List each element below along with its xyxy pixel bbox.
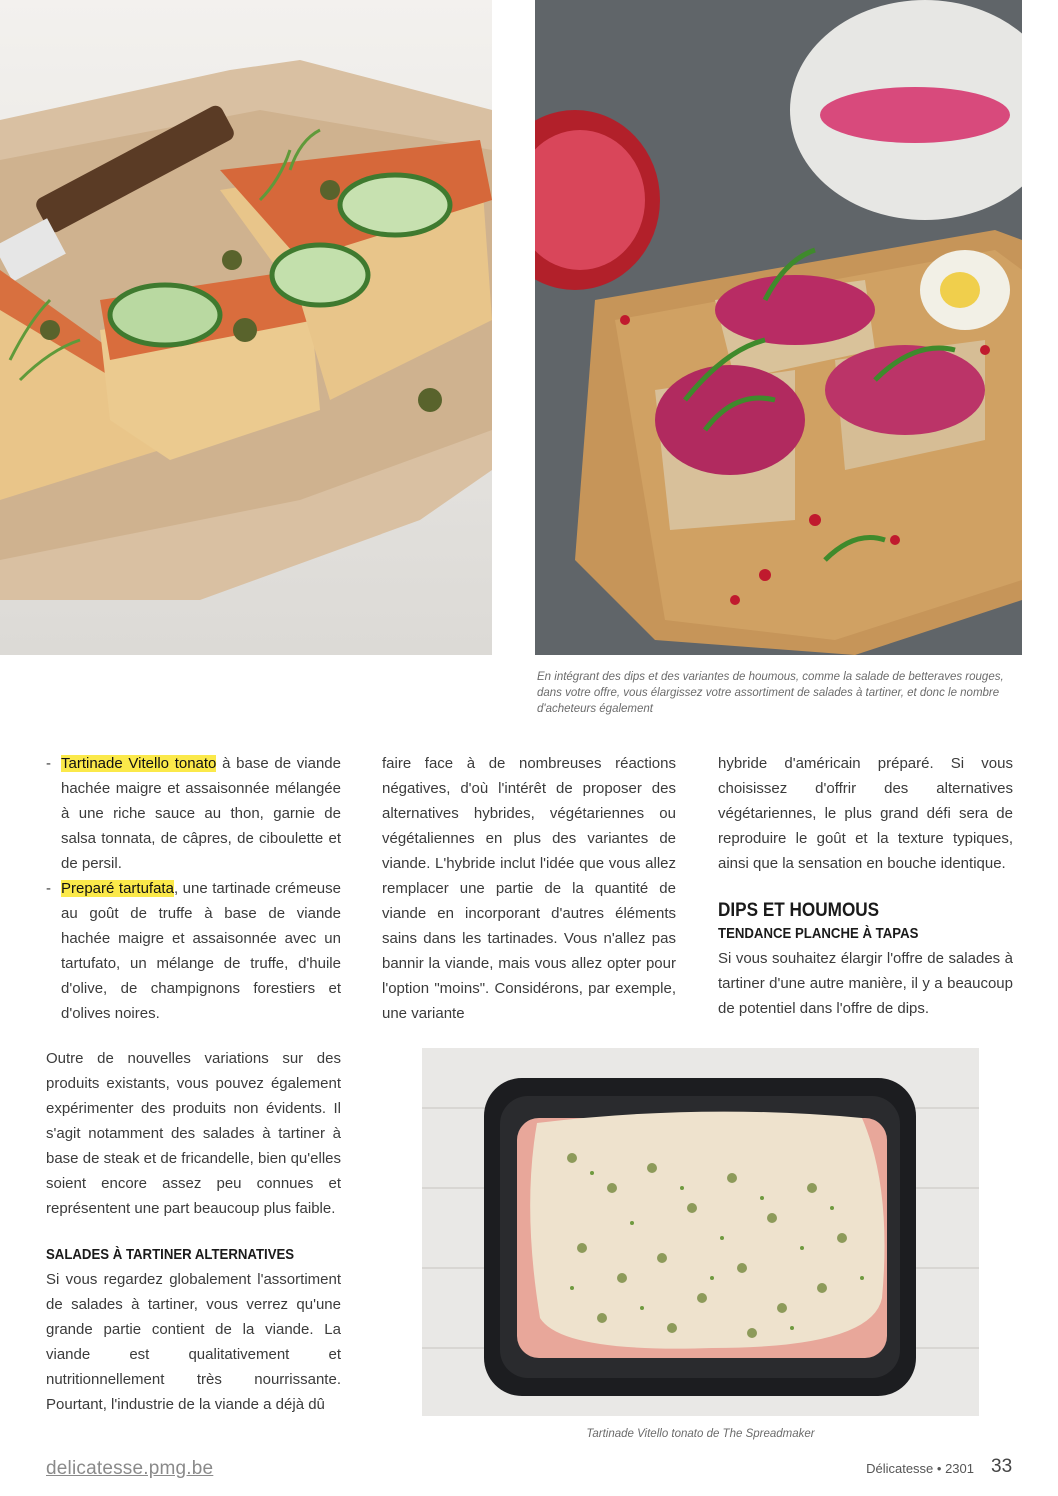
- highlighted-product-name: Tartinade Vitello tonato: [61, 755, 217, 772]
- body-paragraph: hybride d'américain préparé. Si vous choisissez d'offrir des alternatives végétariennes, le plus grand défi sera de reproduire le goût et la texture typiques, ainsi que la sensation en bouche identique.: [718, 755, 1013, 872]
- list-item: [46, 751, 341, 876]
- section-subheading: TENDANCE PLANCHE À TAPAS: [718, 925, 919, 942]
- column-3: [718, 751, 1013, 1021]
- column-1: [46, 751, 341, 1026]
- beet-photo-illustration: [535, 0, 1022, 655]
- column-1-lower: [46, 1046, 341, 1417]
- vitello-tonato-tray-photo: [422, 1048, 979, 1416]
- sandwich-photo-illustration: [0, 0, 492, 655]
- page-number: 33: [991, 1456, 1013, 1477]
- photo-caption-bottom: Tartinade Vitello tonato de The Spreadmaker: [586, 1428, 815, 1440]
- footer-website-link[interactable]: delicatesse.pmg.be: [46, 1458, 214, 1479]
- body-paragraph: faire face à de nombreuses réactions négatives, d'où l'intérêt de proposer des alternatives hybrides, végétariennes ou végétaliennes en plus des variantes de viande. L'hybride inclut l'idée que vous allez remplacer une partie de la quantité de viande en incorporant d'autres éléments sains dans les tartinades. Vous n'allez pas bannir la viande, mais vous allez opter pour l'option "moins". Considérons, par exemple, une variante: [382, 755, 676, 1022]
- list-item-text: à base de viande hachée maigre et assaisonnée mélangée à une riche sauce au thon, garnie de salsa tonnata, de câpres, de ciboulette et de persil.: [61, 755, 341, 872]
- highlighted-product-name: Preparé tartufata: [61, 880, 174, 897]
- section-subheading: SALADES À TARTINER ALTERNATIVES: [46, 1246, 295, 1263]
- list-dash: -: [46, 755, 51, 772]
- list-item-text: , une tartinade crémeuse au goût de truffe à base de viande hachée maigre et assaisonnée avec un tartufato, un mélange de truffe, d'huile d'olive, de champignons forestiers et d'olives noires.: [61, 880, 341, 1022]
- footer-magazine-issue: Délicatesse • 2301: [866, 1461, 974, 1476]
- photo-caption-top: En intégrant des dips et des variantes de houmous, comme la salade de betteraves rouges, dans votre offre, vous élargissez votre assortiment de salades à tartiner, et donc le nombre d'acheteurs également: [537, 671, 1004, 715]
- body-paragraph: Outre de nouvelles variations sur des produits existants, vous pouvez également expérimenter des produits non évidents. Il s'agit notamment des salades à tartiner à base de steak et de fricandelle, bien qu'elles soient encore assez peu connues et représentent une part beaucoup plus faible.: [46, 1050, 341, 1217]
- list-item: [46, 876, 341, 1026]
- sandwich-spread-photo: [0, 0, 492, 655]
- body-paragraph: Si vous souhaitez élargir l'offre de salades à tartiner d'une autre manière, il y a beaucoup de potentiel dans l'offre de dips.: [718, 950, 1013, 1017]
- list-dash: -: [46, 880, 51, 897]
- tray-photo-illustration: [422, 1048, 979, 1416]
- beet-hummus-photo: [535, 0, 1022, 655]
- section-heading: DIPS ET HOUMOUS: [718, 899, 880, 921]
- body-paragraph: Si vous regardez globalement l'assortiment de salades à tartiner, vous verrez qu'une grande partie contient de la viande. La viande est qualitativement et nutritionnellement très nourrissante. Pourtant, l'industrie de la viande a déjà dû: [46, 1271, 341, 1413]
- product-list: [46, 751, 341, 1026]
- column-2: [382, 751, 676, 1026]
